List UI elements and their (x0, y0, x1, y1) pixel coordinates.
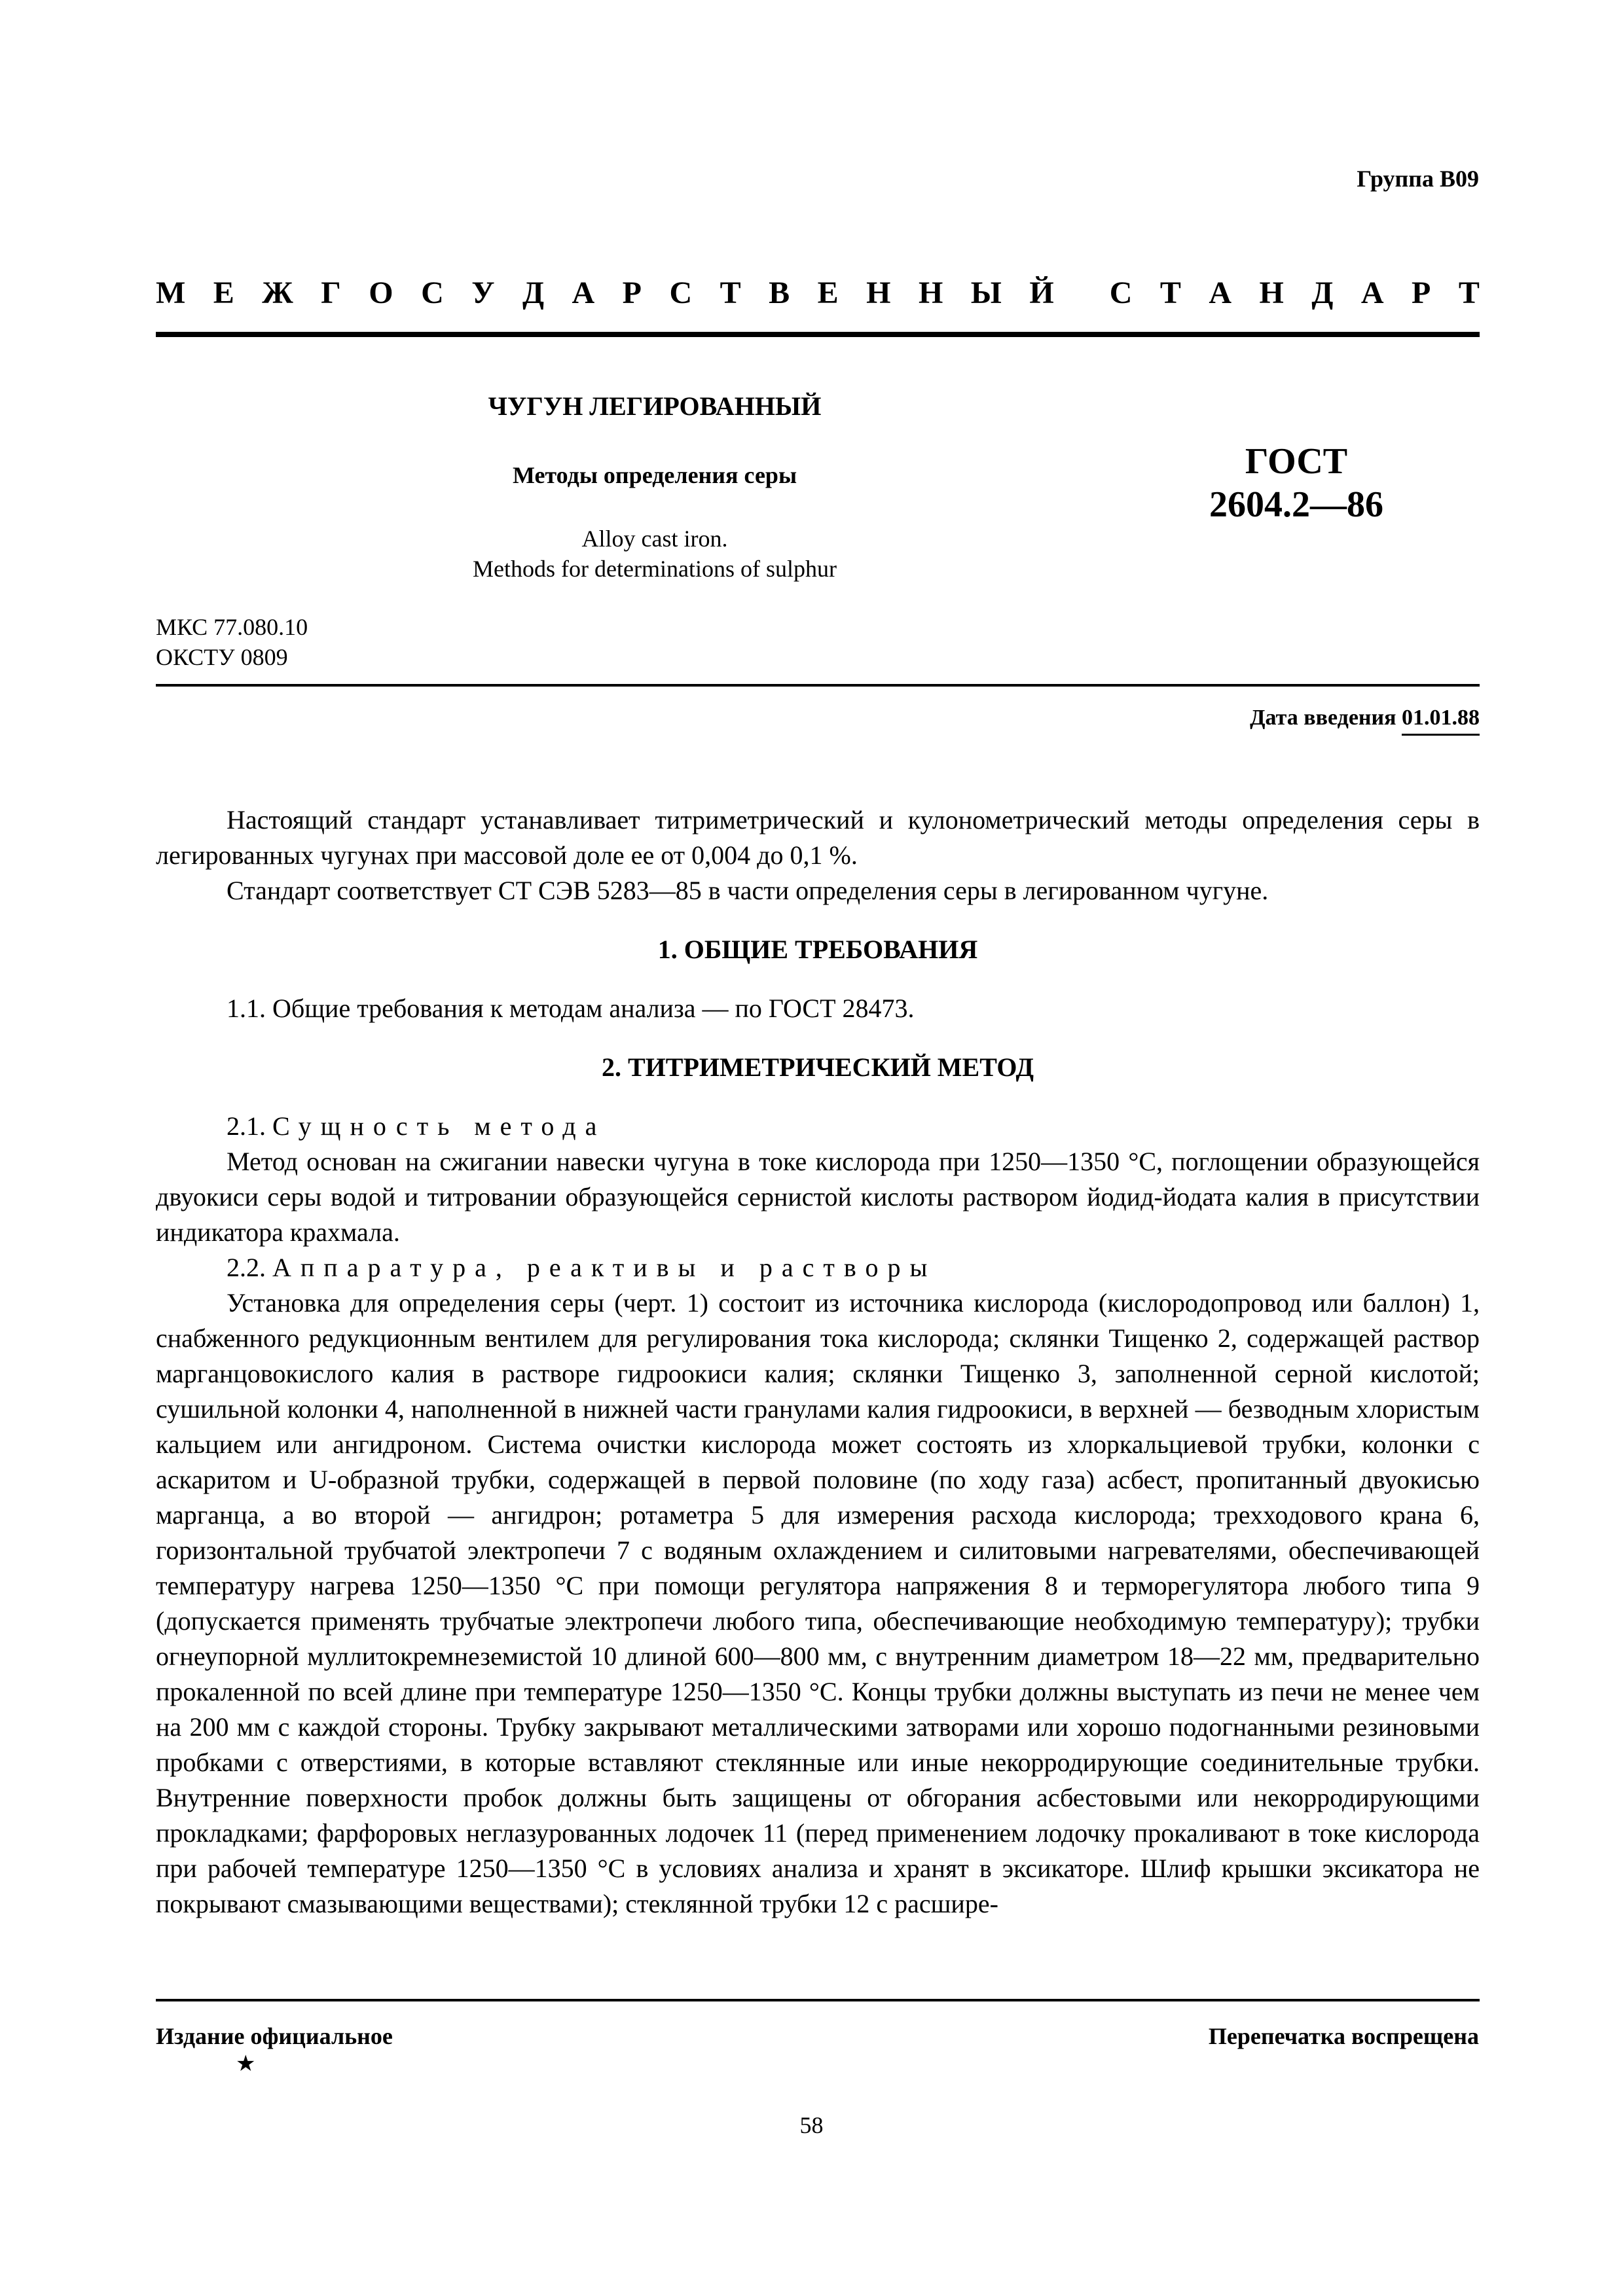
clause-number: 2.1. (227, 1111, 266, 1141)
page-number: 58 (799, 2112, 824, 2138)
heading-letter: Е (213, 276, 234, 310)
english-title-line: Alloy cast iron. (581, 526, 728, 552)
heading-letter: М (156, 276, 186, 310)
english-title-line: Methods for determinations of sulphur (473, 556, 837, 582)
heading-letter: А (572, 276, 595, 310)
clause-title: Аппаратура, реактивы и растворы (272, 1253, 937, 1282)
heading-letter: Е (817, 276, 839, 310)
document-title: ЧУГУН ЛЕГИРОВАННЫЙ (488, 391, 822, 421)
standard-type-heading (156, 275, 1480, 311)
clause-heading (156, 1250, 1480, 1285)
heading-letter: В (769, 276, 790, 310)
heading-letter: Р (622, 276, 642, 310)
date-label: Дата введения (1250, 706, 1396, 730)
document-subtitle: Методы определения серы (512, 462, 797, 488)
heading-letter: У (471, 276, 495, 310)
heading-letter: Д (522, 276, 545, 310)
introduction-date (1250, 706, 1480, 730)
clause-paragraph: Метод основан на сжигании навески чугуна в токе кислорода при 1250—1350 °С, поглощении образующейся двуокиси серы водой и титровании образующейся сернистой кислоты раствором йодид-йодата калия в присутствии индикатора крахмала. (156, 1147, 1480, 1247)
intro-paragraph: Настоящий стандарт устанавливает титриметрический и кулонометрический методы определения серы в легированных чугунах при массовой доле ее от 0,004 до 0,1 %. (156, 805, 1480, 870)
heading-letter: Ы (970, 276, 1002, 310)
date-value: 01.01.88 (1402, 706, 1480, 736)
edition-note: Издание официальное (156, 2023, 393, 2049)
heading-letter: О (369, 276, 393, 310)
clause-title: Сущность метода (272, 1111, 606, 1141)
heading-letter: Н (1259, 276, 1284, 310)
heading-letter: Ж (262, 276, 293, 310)
heading-letter: Г (321, 276, 341, 310)
footer-divider (156, 1999, 1480, 2001)
heading-letter: С (1109, 276, 1133, 310)
heading-letter: С (669, 276, 693, 310)
gost-code: 2604.2—86 (1209, 484, 1383, 525)
heading-letter: А (1209, 276, 1232, 310)
heading-letter: Д (1311, 276, 1334, 310)
heading-letter: С (421, 276, 444, 310)
heading-letter: Т (1458, 276, 1480, 310)
heading-letter: Н (918, 276, 943, 310)
document-body (156, 802, 1480, 1922)
group-code: Группа В09 (1357, 166, 1479, 192)
section-heading: 1. ОБЩИЕ ТРЕБОВАНИЯ (657, 935, 978, 964)
reprint-note: Перепечатка воспрещена (1208, 2023, 1479, 2049)
heading-letter: Р (1412, 276, 1431, 310)
clause-heading (156, 1109, 1480, 1144)
gost-number (1113, 440, 1480, 526)
star-icon: ★ (236, 2052, 256, 2076)
clause-paragraph: Установка для определения серы (черт. 1) состоит из источника кислорода (кислородопровод или баллон) 1, снабженного редукционным вентилем для регулирования тока кислорода; склянки Тищенко 2, содержащей раствор марганцовокислого калия в растворе гидроокиси калия; склянки Тищенко 3, заполненной серной кислотой; сушильной колонки 4, наполненной в нижней части гранулами калия гидроокиси, в верхней — безводным хлористым кальцием или ангидроном. Система очистки кислорода может состоять из хлоркальциевой трубки, колонки с аскаритом и U-образной трубки, содержащей в первой половине (по ходу газа) асбест, пропитанный двуокисью марганца, а во второй — ангидрон; ротаметра 5 для измерения расхода кислорода; трехходового крана 6, горизонтальной трубчатой электропечи 7 с водяным охлаждением и силитовыми нагревателями, обеспечивающей температуру нагрева 1250—1350 °С при помощи регулятора напряжения 8 и терморегулятора любого типа 9 (допускается применять трубчатые электропечи любого типа, обеспечивающие необходимую температуру); трубки огнеупорной муллитокремнеземистой 10 длиной 600—800 мм, с внутренним диаметром 18—22 мм, предварительно прокаленной по всей длине при температуре 1250—1350 °С. Концы трубки должны выступать из печи не менее чем на 200 мм с каждой стороны. Трубку закрывают металлическими затворами или хорошо подогнанными резиновыми пробками с отверстиями, в которые вставляют стеклянные или иные некорродирующие соединительные трубки. Внутренние поверхности пробок должны быть защищены от обгорания асбестовыми или некорродирующими прокладками; фарфоровых неглазурованных лодочек 11 (перед применением лодочку прокаливают в токе кислорода при рабочей температуре 1250—1350 °С в условиях анализа и хранят в эксикаторе. Шлиф крышки эксикатора не покрывают смазывающими веществами); стеклянной трубки 12 с расшире- (156, 1288, 1480, 1918)
heading-letter: Т (720, 276, 741, 310)
heading-letter: Й (1029, 276, 1054, 310)
okstu-code: ОКСТУ 0809 (156, 644, 288, 670)
gost-label: ГОСТ (1245, 441, 1348, 482)
header-divider (156, 332, 1480, 337)
section-heading: 2. ТИТРИМЕТРИЧЕСКИЙ МЕТОД (601, 1052, 1034, 1082)
clause-paragraph: 1.1. Общие требования к методам анализа — по ГОСТ 28473. (227, 994, 915, 1023)
heading-letter: А (1360, 276, 1384, 310)
classification-codes (156, 612, 308, 672)
english-title (327, 524, 982, 584)
heading-letter: Т (1159, 276, 1181, 310)
heading-letter: Н (866, 276, 891, 310)
intro-paragraph: Стандарт соответствует СТ СЭВ 5283—85 в части определения серы в легированном чугуне. (227, 876, 1269, 905)
codes-divider (156, 684, 1480, 687)
mks-code: МКС 77.080.10 (156, 614, 308, 640)
clause-number: 2.2. (227, 1253, 266, 1282)
